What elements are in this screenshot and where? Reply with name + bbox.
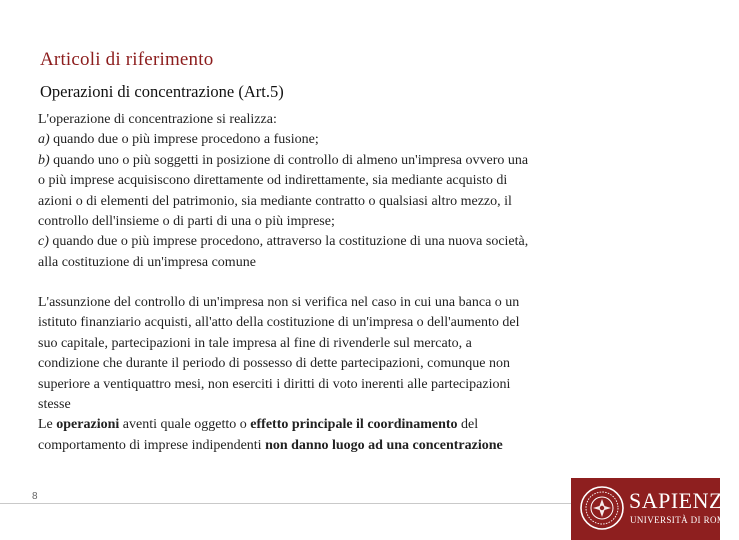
coordination-le: Le (38, 417, 57, 433)
university-seal-icon (579, 485, 625, 531)
item-b-line-3: azioni o di elementi del patrimonio, sia mediante contratto o qualsiasi altro mezzo, il (38, 193, 512, 209)
item-c-text-1: quando due o più imprese procedono, attraverso la costituzione di una nuova società, (48, 234, 529, 250)
item-b-marker: b) (38, 152, 50, 168)
intro-line: L'operazione di concentrazione si realizza: (38, 112, 277, 127)
item-c-line-2: alla costituzione di un'impresa comune (38, 254, 256, 270)
item-a-line (38, 130, 644, 150)
exception-line-2: istituto finanziario acquisti, all'atto della costituzione di un'impresa o dell'aumento del (38, 315, 520, 331)
item-c-line-1 (38, 232, 644, 252)
logo-subtitle: UNIVERSITÀ DI ROMA (630, 515, 733, 525)
coordination-line-1 (38, 415, 644, 435)
page-number: 8 (32, 491, 38, 502)
item-a-marker: a) (38, 132, 50, 148)
exception-line-6: stesse (38, 397, 71, 413)
item-b-line-1 (38, 151, 644, 171)
slide-title: Articoli di riferimento (40, 49, 214, 70)
exception-line-5: superiore a ventiquattro mesi, non eserciti i diritti di voto inerenti alle partecipazioni (38, 376, 511, 392)
section-subtitle: Operazioni di concentrazione (Art.5) (40, 82, 284, 101)
coordination-effetto: effetto principale il coordinamento (250, 417, 458, 433)
exception-paragraph (38, 293, 644, 456)
exception-line-3: suo capitale, partecipazioni in tale impresa al fine di rivenderle sul mercato, a (38, 335, 472, 351)
item-c-marker: c) (38, 234, 49, 250)
coordination-line-2 (38, 436, 644, 456)
item-b-text-1: quando uno o più soggetti in posizione di controllo di almeno un'impresa ovvero una (49, 152, 529, 168)
coordination-conclusion: non danno luogo ad una concentrazione (265, 437, 503, 453)
exception-line-1: L'assunzione del controllo di un'impresa non si verifica nel caso in cui una banca o un (38, 295, 520, 310)
exception-line-4: condizione che durante il periodo di possesso di dette partecipazioni, comunque non (38, 356, 510, 372)
definition-paragraph (38, 110, 644, 273)
coordination-plain: comportamento di imprese indipendenti (38, 437, 266, 453)
coordination-mid: aventi quale oggetto o (119, 417, 251, 433)
item-b-line-2: o più imprese acquisiscono direttamente od indirettamente, sia mediante acquisto di (38, 173, 508, 189)
item-a-text: quando due o più imprese procedono a fusione; (49, 132, 319, 148)
coordination-operazioni: operazioni (56, 417, 120, 433)
sapienza-logo (571, 478, 739, 540)
logo-wordmark: SAPIENZA (629, 488, 739, 513)
item-b-line-4: controllo dell'insieme o di parti di una o più imprese; (38, 214, 335, 230)
coordination-del: del (457, 417, 479, 433)
